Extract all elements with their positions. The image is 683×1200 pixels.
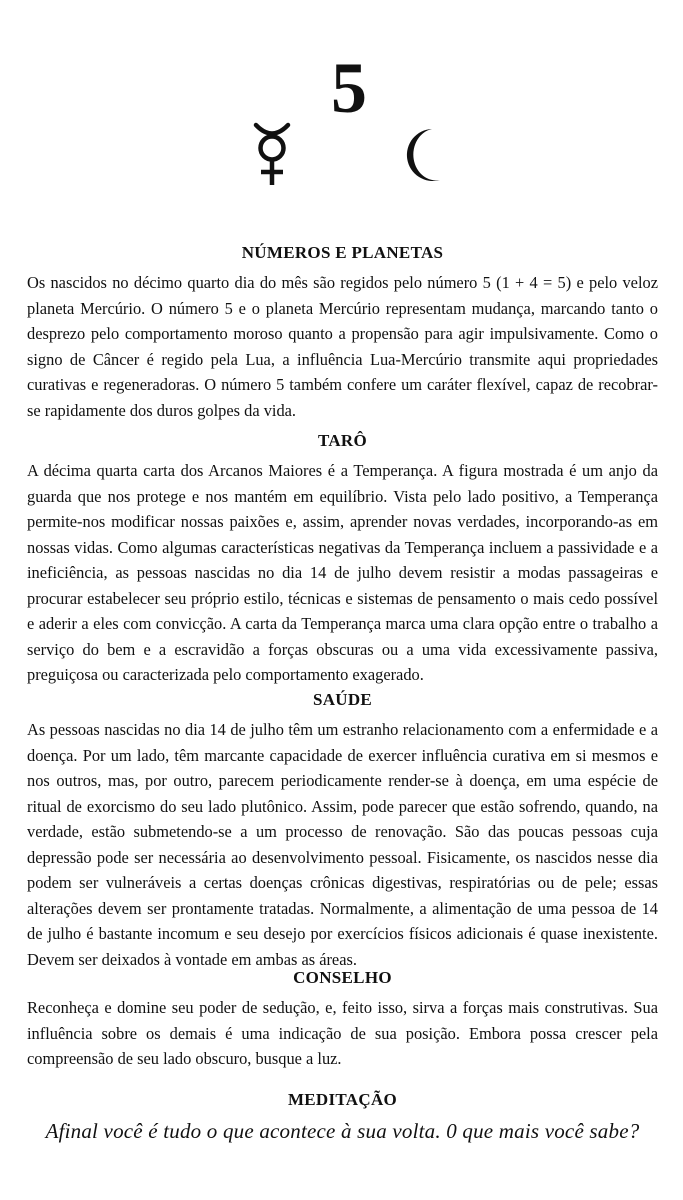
section-saude (27, 690, 658, 972)
ruling-number: 5 (331, 48, 365, 128)
mercury-symbol-icon (248, 122, 296, 188)
crescent-moon-icon (400, 126, 446, 184)
section-heading: TARÔ (317, 431, 368, 450)
section-paragraph: As pessoas nascidas no dia 14 de julho têm um estranho relacionamento com a enfermidade e a doença. Por um lado, têm marcante capacidade de exercer influência curativa em si mesmos e nos outros, mas, por outro, parecem periodicamente render-se à doença, em uma espécie de ritual de exorcismo do seu lado plutônico. Assim, pode parecer que estão sofrendo, quando, na verdade, estão submetendo-se a um processo de renovação. São das poucas pessoas cuja depressão pode ser necessária ao desenvolvimento pessoal. Fisicamente, os nascidos nesse dia podem ser vulneráveis a certas doenças crônicas digestivas, respiratórias ou de pele; essas alterações devem ser prontamente tratadas. Normalmente, a alimentação de uma pessoa de 14 de julho é bastante incomum e seu desejo por exercícios físicos adicionais é quase inexistente. Devem ser deixados à vontade em ambas as áreas. (27, 720, 658, 969)
section-paragraph: Os nascidos no décimo quarto dia do mês são regidos pelo número 5 (1 + 4 = 5) e pelo veloz planeta Mercúrio. O número 5 e o planeta Mercúrio representam mudança, marcando tanto o desprezo pelo comportamento moroso quanto a propensão para agir impulsivamente. Como o signo de Câncer é regido pela Lua, a influência Lua-Mercúrio transmite aqui propriedades curativas e regeneradoras. O número 5 também confere um caráter flexível, capaz de recobrar-se rapidamente dos duros golpes da vida. (27, 273, 658, 420)
section-heading: SAÚDE (312, 690, 373, 709)
section-paragraph: Reconheça e domine seu poder de sedução, e, feito isso, sirva a forças mais construtivas. Sua influência sobre os demais é uma indicação de sua posição. Embora possa crescer pela compreensão de seu lado obscuro, busque a luz. (27, 998, 658, 1068)
section-heading: CONSELHO (293, 968, 392, 987)
section-conselho (27, 968, 658, 1072)
section-numeros-e-planetas (27, 243, 658, 423)
meditation-quote: Afinal você é tudo o que acontece à sua volta. 0 que mais você sabe? (45, 1119, 640, 1143)
section-paragraph: A décima quarta carta dos Arcanos Maiores é a Temperança. A figura mostrada é um anjo da guarda que nos protege e nos mantém em equilíbrio. Vista pelo lado positivo, a Temperança permite-nos modificar nossas paixões e, assim, aprender novas verdades, incorporando-as em nossas vidas. Como algumas características negativas da Temperança incluem a passividade e a ineficiência, as pessoas nascidas no dia 14 de julho devem resistir a modas passageiras e procurar estabelecer seu próprio estilo, técnicas e sistemas de pensamento o mais cedo possível e aderir a eles com convicção. A carta da Temperança marca uma clara opção entre o trabalho a serviço do bem e a escravidão a forças obscuras ou a uma vida excessivamente passiva, preguiçosa ou caracterizada pelo comportamento exagerado. (27, 461, 658, 684)
section-heading: NÚMEROS E PLANETAS (241, 243, 444, 262)
section-taro (27, 431, 658, 688)
section-meditacao (27, 1090, 658, 1144)
section-heading: MEDITAÇÃO (287, 1090, 398, 1109)
